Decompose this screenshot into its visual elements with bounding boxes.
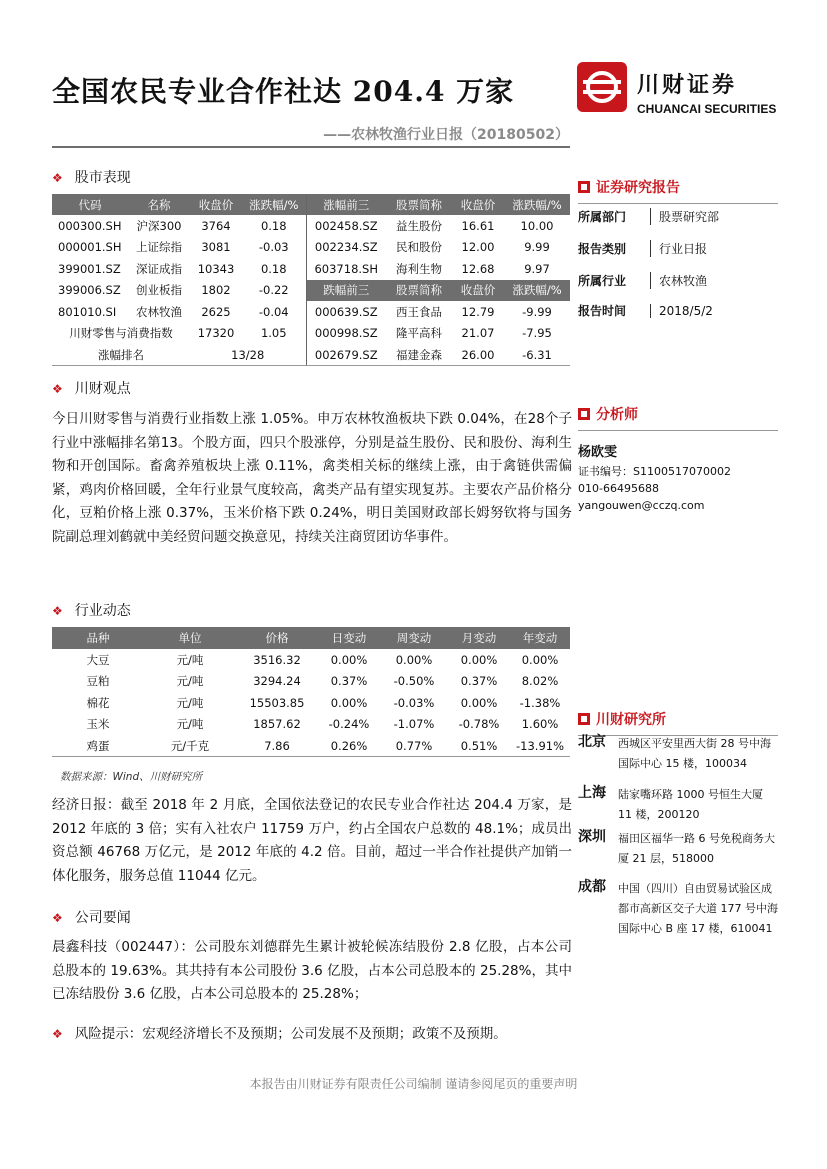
table-cell: 1.60% <box>521 717 559 732</box>
table-cell: 沪深300 <box>136 218 182 233</box>
analyst-email[interactable]: yangouwen@cczq.com <box>578 499 705 512</box>
table-cell: 元/千克 <box>144 735 236 757</box>
table-cell: 海利生物 <box>396 261 442 276</box>
table-row <box>52 714 570 736</box>
table-cell: 002458.SZ <box>306 215 386 237</box>
table-cell: 9.97 <box>524 261 550 276</box>
report-title: 全国农民专业合作社达 204.4 万家 <box>52 75 515 108</box>
table-header-cell: 名称 <box>128 194 190 215</box>
square-bullet-icon <box>578 408 590 420</box>
table-cell: 26.00 <box>452 344 504 366</box>
table-cell: -0.24% <box>328 717 370 732</box>
table-header-cell: 收盘价 <box>452 194 504 215</box>
table-cell: 0.00% <box>330 695 368 710</box>
table-cell: 0.00% <box>460 652 498 667</box>
table-cell: 0.26% <box>318 735 380 757</box>
table-cell: 16.61 <box>461 218 495 233</box>
table-cell: -0.03 <box>258 240 289 255</box>
section-market-heading: ❖ 股市表现 <box>52 170 131 186</box>
table-cell: 7.86 <box>236 735 318 757</box>
table-cell: 益生股份 <box>396 218 442 233</box>
table-cell: 鸡蛋 <box>52 735 144 757</box>
title-divider <box>52 146 570 148</box>
analyst-heading: 分析师 <box>578 404 778 431</box>
analyst-cert: 证书编号：S1100517070002 <box>578 465 731 478</box>
section-industry-heading: ❖ 行业动态 <box>52 603 131 619</box>
report-subtitle: ——农林牧渔行业日报（20180502） <box>323 127 569 143</box>
table-cell: -9.99 <box>522 304 552 319</box>
table-cell: -0.78% <box>458 717 500 732</box>
diamond-bullet-icon: ❖ <box>52 1027 63 1041</box>
table-cell: 13/28 <box>190 344 306 366</box>
table-cell: 21.07 <box>461 326 495 341</box>
table-row <box>52 735 570 757</box>
table-header-cell: 跌幅前三 <box>306 280 386 302</box>
table-header-cell: 品种 <box>52 627 144 649</box>
table-cell: 399006.SZ <box>58 283 121 298</box>
table-row <box>52 692 570 714</box>
table-cell: 元/吨 <box>176 652 204 667</box>
table-cell: 棉花 <box>86 695 110 710</box>
table-header-row <box>52 627 570 649</box>
table-cell: 12.00 <box>461 240 495 255</box>
table-cell: 0.00% <box>395 652 433 667</box>
table-header-cell: 月变动 <box>448 627 510 649</box>
table-cell: 1857.62 <box>253 717 301 732</box>
table-row <box>52 258 570 280</box>
table-cell: 1.05 <box>260 326 287 341</box>
diamond-bullet-icon: ❖ <box>52 604 63 618</box>
table-cell: 3081 <box>201 240 231 255</box>
table-cell: 8.02% <box>521 674 559 689</box>
table-cell: 10.00 <box>520 218 554 233</box>
institute-heading: 川财研究所 <box>578 709 778 736</box>
table-cell: 0.77% <box>380 735 448 757</box>
table-header-cell: 年变动 <box>510 627 570 649</box>
table-row <box>52 301 570 323</box>
table-cell: -1.07% <box>393 717 435 732</box>
table-header-row <box>52 194 570 215</box>
table-cell: 0.51% <box>448 735 510 757</box>
table-cell: 0.18 <box>260 261 287 276</box>
table-cell: 801010.SI <box>58 304 117 319</box>
table-header-cell: 股票简称 <box>386 280 452 302</box>
table-cell: 17320 <box>197 326 235 341</box>
table-cell: 000998.SZ <box>306 323 386 345</box>
table-cell: 0.00% <box>330 652 368 667</box>
table-header-cell: 股票简称 <box>386 194 452 215</box>
table-cell: 603718.SH <box>306 258 386 280</box>
table-cell: -0.50% <box>393 674 435 689</box>
table-cell: 0.00% <box>521 652 559 667</box>
table-cell: 福建金森 <box>386 344 452 366</box>
table-header-cell: 涨跌幅/% <box>242 194 306 215</box>
analyst-name: 杨欧雯 <box>578 445 618 460</box>
table-row <box>52 649 570 671</box>
table-cell: 000639.SZ <box>306 301 386 323</box>
table-header-cell: 周变动 <box>380 627 448 649</box>
table-cell: -0.03% <box>393 695 435 710</box>
table-header-cell: 涨跌幅/% <box>504 280 570 302</box>
table-cell: 0.37% <box>330 674 368 689</box>
table-cell: 深证成指 <box>136 261 182 276</box>
info-department: 所属部门 股票研究部 <box>578 210 720 224</box>
table-cell: 002234.SZ <box>306 237 386 259</box>
table-header-cell: 单位 <box>144 627 236 649</box>
data-source-note: 数据来源：Wind、川财研究所 <box>60 771 203 783</box>
table-cell: 9.99 <box>524 240 550 255</box>
diamond-bullet-icon: ❖ <box>52 171 63 185</box>
table-header-cell: 涨跌幅/% <box>504 194 570 215</box>
table-header-cell: 收盘价 <box>452 280 504 302</box>
square-bullet-icon <box>578 713 590 725</box>
table-cell: -6.31 <box>504 344 570 366</box>
table-row <box>52 280 570 302</box>
info-report-type: 报告类别 行业日报 <box>578 242 708 256</box>
table-cell: 元/吨 <box>176 717 204 732</box>
logo-name-cn: 川财证券 <box>637 73 738 98</box>
table-cell: 0.00% <box>460 695 498 710</box>
table-row <box>52 323 570 345</box>
table-cell: 399001.SZ <box>58 261 121 276</box>
table-cell: 000001.SH <box>58 240 122 255</box>
analyst-card <box>578 444 731 514</box>
market-table <box>52 194 570 366</box>
table-cell: 12.68 <box>461 261 495 276</box>
table-cell: -7.95 <box>522 326 552 341</box>
table-header-cell: 价格 <box>236 627 318 649</box>
analyst-phone: 010-66495688 <box>578 482 659 495</box>
table-cell: -0.22 <box>258 283 289 298</box>
table-cell: 3516.32 <box>253 652 301 667</box>
industry-news-paragraph: 经济日报：截至 2018 年 2 月底，全国依法登记的农民专业合作社达 204.4 万家，是 2012 年底的 3 倍；实有入社农户 11759 万户，约占全国农户总数的 48.1%；成员出资总额 46768 万亿元，是 2012 年底的 4.2 倍。目前，超过一半合作社提供产加销一体化服务，服务总值 11044 亿元。 <box>52 797 572 884</box>
table-cell: 涨幅排名 <box>52 344 190 366</box>
table-row <box>52 344 570 366</box>
table-cell: 隆平高科 <box>396 326 442 341</box>
table-cell: 创业板指 <box>136 283 182 298</box>
logo-name-en: CHUANCAI SECURITIES <box>637 102 777 116</box>
table-cell: 元/吨 <box>176 674 204 689</box>
info-report-date: 报告时间 2018/5/2 <box>578 304 713 318</box>
table-cell: 002679.SZ <box>306 344 386 366</box>
table-row <box>52 237 570 259</box>
report-info-heading: 证券研究报告 <box>578 177 778 204</box>
square-bullet-icon <box>578 181 590 193</box>
table-cell: 川财零售与消费指数 <box>69 326 173 341</box>
logo-mark-icon <box>577 62 627 112</box>
commodity-price-table <box>52 627 570 757</box>
table-cell: 玉米 <box>86 717 110 732</box>
table-cell: 农林牧渔 <box>136 304 182 319</box>
table-cell: 上证综指 <box>136 240 182 255</box>
section-view-heading: ❖ 川财观点 <box>52 381 131 397</box>
info-industry: 所属行业 农林牧渔 <box>578 274 708 288</box>
company-logo <box>577 62 777 124</box>
view-paragraph: 今日川财零售与消费行业指数上涨 1.05%。申万农林牧渔板块下跌 0.04%，在28个子行业中涨幅排名第13。个股方面，四只个股涨停，分别是益生股份、民和股份、海利生物和开创国际。畜禽养殖板块上涨 0.11%，禽类相关标的继续上涨，由于禽链供需偏紧，鸡肉价格回暖，全年行业景气度较高，禽类产品有望实现复苏。主要农产品价格分化，豆粕价格上涨 0.37%，玉米价格下跌 0.24%，明日美国财政部长姆努钦将与国务院副总理刘鹤就中美经贸问题交换意见，持续关注商贸团访华事件。 <box>52 411 572 545</box>
risk-warning: ❖ 风险提示：宏观经济增长不及预期；公司发展不及预期；政策不及预期。 <box>52 1026 507 1042</box>
table-cell: 12.79 <box>461 304 495 319</box>
table-cell: 西王食品 <box>396 304 442 319</box>
table-cell: 0.18 <box>260 218 287 233</box>
table-cell: -1.38% <box>519 695 561 710</box>
table-cell: 豆粕 <box>86 674 110 689</box>
table-cell: 大豆 <box>86 652 110 667</box>
table-row <box>52 215 570 237</box>
table-cell: 1802 <box>201 283 231 298</box>
table-header-cell: 收盘价 <box>190 194 242 215</box>
diamond-bullet-icon: ❖ <box>52 382 63 396</box>
table-header-cell: 代码 <box>52 194 128 215</box>
table-cell: 3764 <box>201 218 231 233</box>
diamond-bullet-icon: ❖ <box>52 911 63 925</box>
table-header-cell: 日变动 <box>318 627 380 649</box>
table-cell: 10343 <box>197 261 235 276</box>
table-cell: 0.37% <box>460 674 498 689</box>
table-cell: -13.91% <box>510 735 570 757</box>
table-cell: 000300.SH <box>58 218 122 233</box>
company-news-paragraph: 晨鑫科技（002447）：公司股东刘德群先生累计被轮候冻结股份 2.8 亿股，占本公司总股本的 19.63%。其共持有本公司股份 3.6 亿股，占本公司总股本的 25.28%，其中已冻结股份 3.6 亿股，占本公司总股本的 25.28%； <box>52 939 572 1002</box>
table-cell: 3294.24 <box>253 674 301 689</box>
table-cell: 15503.85 <box>249 695 305 710</box>
table-header-cell: 涨幅前三 <box>306 194 386 215</box>
table-cell: 2625 <box>201 304 231 319</box>
section-company-heading: ❖ 公司要闻 <box>52 910 131 926</box>
table-cell: -0.04 <box>258 304 289 319</box>
table-row <box>52 671 570 693</box>
page-footer: 本报告由川财证券有限责任公司编制 谨请参阅尾页的重要声明 <box>249 1077 578 1091</box>
table-cell: 元/吨 <box>176 695 204 710</box>
table-cell: 民和股份 <box>396 240 442 255</box>
